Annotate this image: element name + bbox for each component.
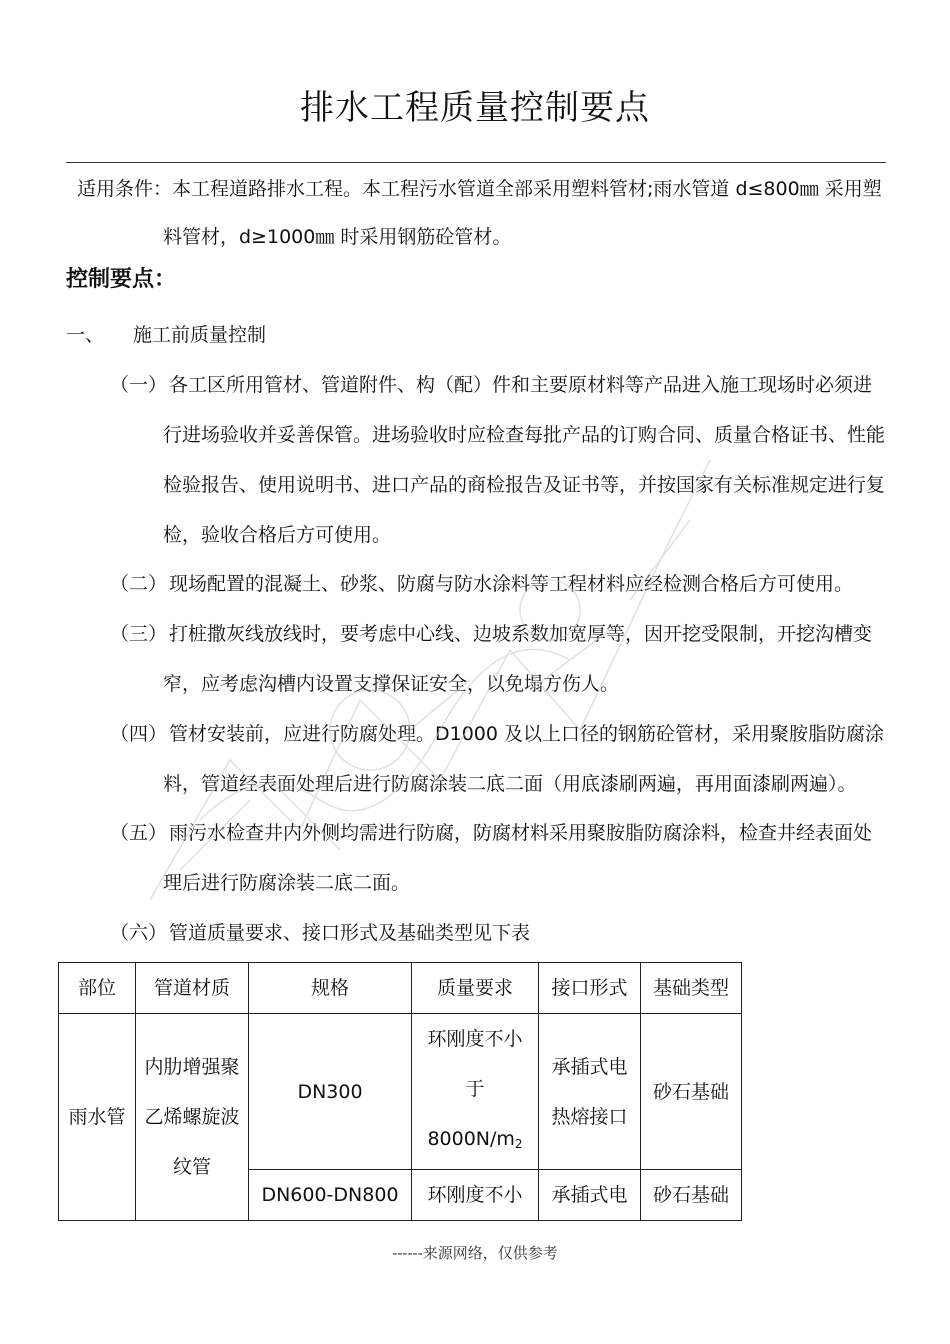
section-title: 施工前质量控制 [133,324,267,346]
header-cell: 管道材质 [136,963,249,1014]
header-cell: 接口形式 [539,963,641,1014]
spec-cell: DN300 [249,1014,412,1170]
quality-line: 于 [465,1078,485,1100]
header-cell: 基础类型 [641,963,742,1014]
conditions-line-2: 料管材，d≥1000㎜ 时采用钢筋砼管材。 [163,226,512,248]
footer-note: ------来源网络，仅供参考 [392,1244,558,1262]
item-number: （五） [110,822,168,844]
quality-line: 环刚度不小 [427,1028,523,1050]
base-cell: 砂石基础 [641,1014,742,1170]
item-number: （二） [110,573,168,595]
header-cell: 规格 [249,963,412,1014]
item-number: （一） [110,374,168,396]
base-cell: 砂石基础 [641,1170,742,1221]
title-divider [66,162,886,163]
item-text-line: 料，管道经表面处理后进行防腐涂装二底二面（用底漆刷两遍，再用面漆刷两遍）。 [163,773,857,795]
item-text-line: 行进场验收并妥善保管。进场验收时应检查每批产品的订购合同、质量合格证书、性能 [163,424,886,446]
item-text-line: 窄，应考虑沟槽内设置支撑保证安全，以免塌方伤人。 [163,673,620,695]
material-line: 乙烯螺旋波 [144,1106,240,1128]
joint-cell: 承插式电 [539,1170,641,1221]
item-text-line: 管道质量要求、接口形式及基础类型见下表 [169,922,531,944]
joint-line: 热熔接口 [551,1105,628,1128]
joint-cell [539,1014,641,1170]
spec-cell: DN600-DN800 [249,1170,412,1221]
joint-line: 承插式电 [551,1055,628,1078]
quality-line [416,1114,534,1169]
material-line: 纹管 [172,1156,211,1178]
item-number: （三） [110,623,168,645]
table-row [59,1014,742,1170]
quality-unit-subscript: 2 [514,1137,523,1151]
item-text-line: 雨污水检查井内外侧均需进行防腐，防腐材料采用聚胺脂防腐涂料，检查井经表面处 [169,822,873,844]
item-text-line: 检验报告、使用说明书、进口产品的商检报告及证书等，并按国家有关标准规定进行复 [163,474,886,496]
quality-value: 8000N/m [427,1128,515,1150]
section-heading: 控制要点： [66,267,177,292]
quality-cell: 环刚度不小 [412,1170,539,1221]
item-number: （六） [110,922,168,944]
item-text-line: 管材安装前，应进行防腐处理。D1000 及以上口径的钢筋砼管材，采用聚胺脂防腐涂 [169,723,885,745]
item-text-line: 检，验收合格后方可使用。 [163,524,392,546]
item-text-line: 理后进行防腐涂装二底二面。 [163,872,411,894]
pipe-spec-table [58,962,742,1221]
item-number: （四） [110,723,168,745]
header-cell: 质量要求 [412,963,539,1014]
table-header-row [59,963,742,1014]
item-text-line: 打桩撒灰线放线时，要考虑中心线、边坡系数加宽厚等，因开挖受限制，开挖沟槽变 [169,623,873,645]
header-cell: 部位 [59,963,136,1014]
item-text-line: 各工区所用管材、管道附件、构（配）件和主要原材料等产品进入施工现场时必须进 [169,374,873,396]
item-text-line: 现场配置的混凝土、砂浆、防腐与防水涂料等工程材料应经检测合格后方可使用。 [169,573,854,595]
material-cell [136,1014,249,1221]
conditions-line-1: 适用条件：本工程道路排水工程。本工程污水管道全部采用塑料管材;雨水管道 d≤800㎜ 采用塑 [77,178,882,200]
document-title: 排水工程质量控制要点 [300,88,650,128]
part-cell: 雨水管 [59,1014,136,1221]
material-line: 内肋增强聚 [144,1056,240,1078]
section-number: 一、 [66,324,105,346]
quality-cell [412,1014,539,1170]
